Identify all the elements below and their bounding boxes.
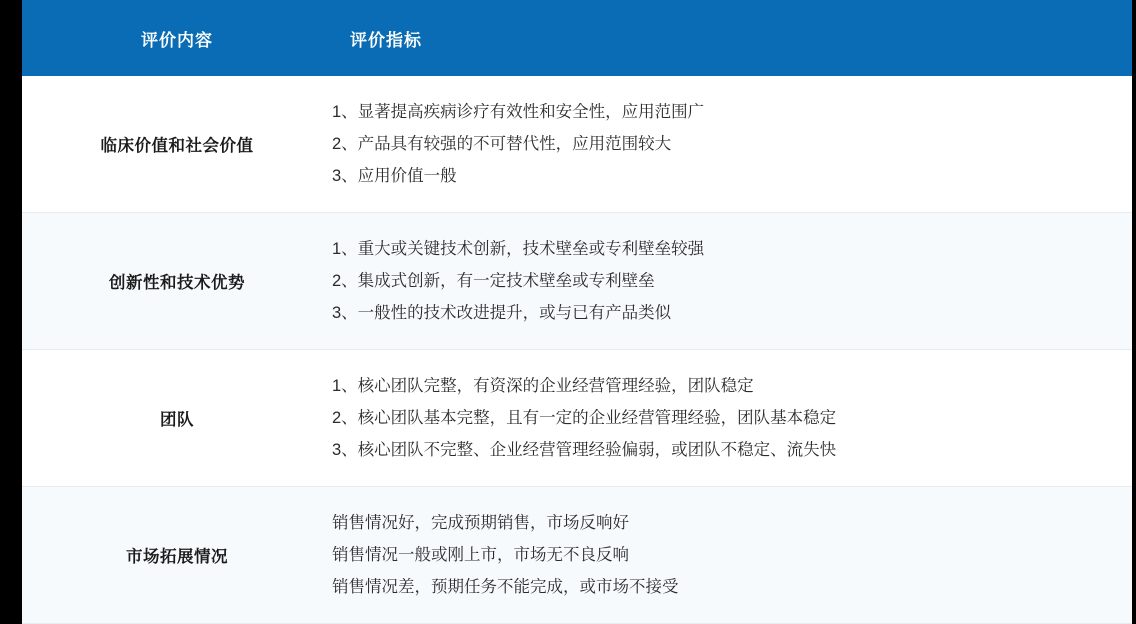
column-header-metric: 评价指标 [332, 0, 1132, 76]
metric-line: 3、一般性的技术改进提升，或与已有产品类似 [332, 304, 672, 322]
metric-line: 2、产品具有较强的不可替代性，应用范围较大 [332, 135, 672, 153]
column-header-content: 评价内容 [22, 0, 332, 76]
row-category: 临床价值和社会价值 [22, 76, 332, 213]
metric-line: 2、核心团队基本完整，且有一定的企业经营管理经验，团队基本稳定 [332, 409, 837, 427]
row-metrics [332, 350, 1132, 487]
table-row [22, 350, 1132, 487]
row-category: 创新性和技术优势 [22, 213, 332, 350]
evaluation-table [22, 0, 1132, 624]
metric-line: 2、集成式创新，有一定技术壁垒或专利壁垒 [332, 272, 655, 290]
row-category: 团队 [22, 350, 332, 487]
row-metrics [332, 76, 1132, 213]
metric-line: 3、核心团队不完整、企业经营管理经验偏弱，或团队不稳定、流失快 [332, 441, 837, 459]
metric-line: 1、显著提高疾病诊疗有效性和安全性，应用范围广 [332, 103, 705, 121]
table-header-row [22, 0, 1132, 76]
evaluation-table-container [22, 0, 1114, 624]
table-row [22, 213, 1132, 350]
table-header [22, 0, 1132, 76]
metric-line: 销售情况好，完成预期销售，市场反响好 [332, 514, 629, 532]
table-row [22, 76, 1132, 213]
row-category: 市场拓展情况 [22, 487, 332, 624]
metric-line: 1、重大或关键技术创新，技术壁垒或专利壁垒较强 [332, 240, 705, 258]
table-bottom-edge [22, 611, 1114, 619]
metric-line: 3、应用价值一般 [332, 167, 457, 185]
metric-line: 销售情况一般或刚上市，市场无不良反响 [332, 546, 629, 564]
row-metrics [332, 213, 1132, 350]
table-body [22, 76, 1132, 624]
metric-line: 销售情况差，预期任务不能完成，或市场不接受 [332, 578, 679, 596]
table-row [22, 487, 1132, 624]
row-metrics [332, 487, 1132, 624]
metric-line: 1、核心团队完整，有资深的企业经营管理经验，团队稳定 [332, 377, 754, 395]
